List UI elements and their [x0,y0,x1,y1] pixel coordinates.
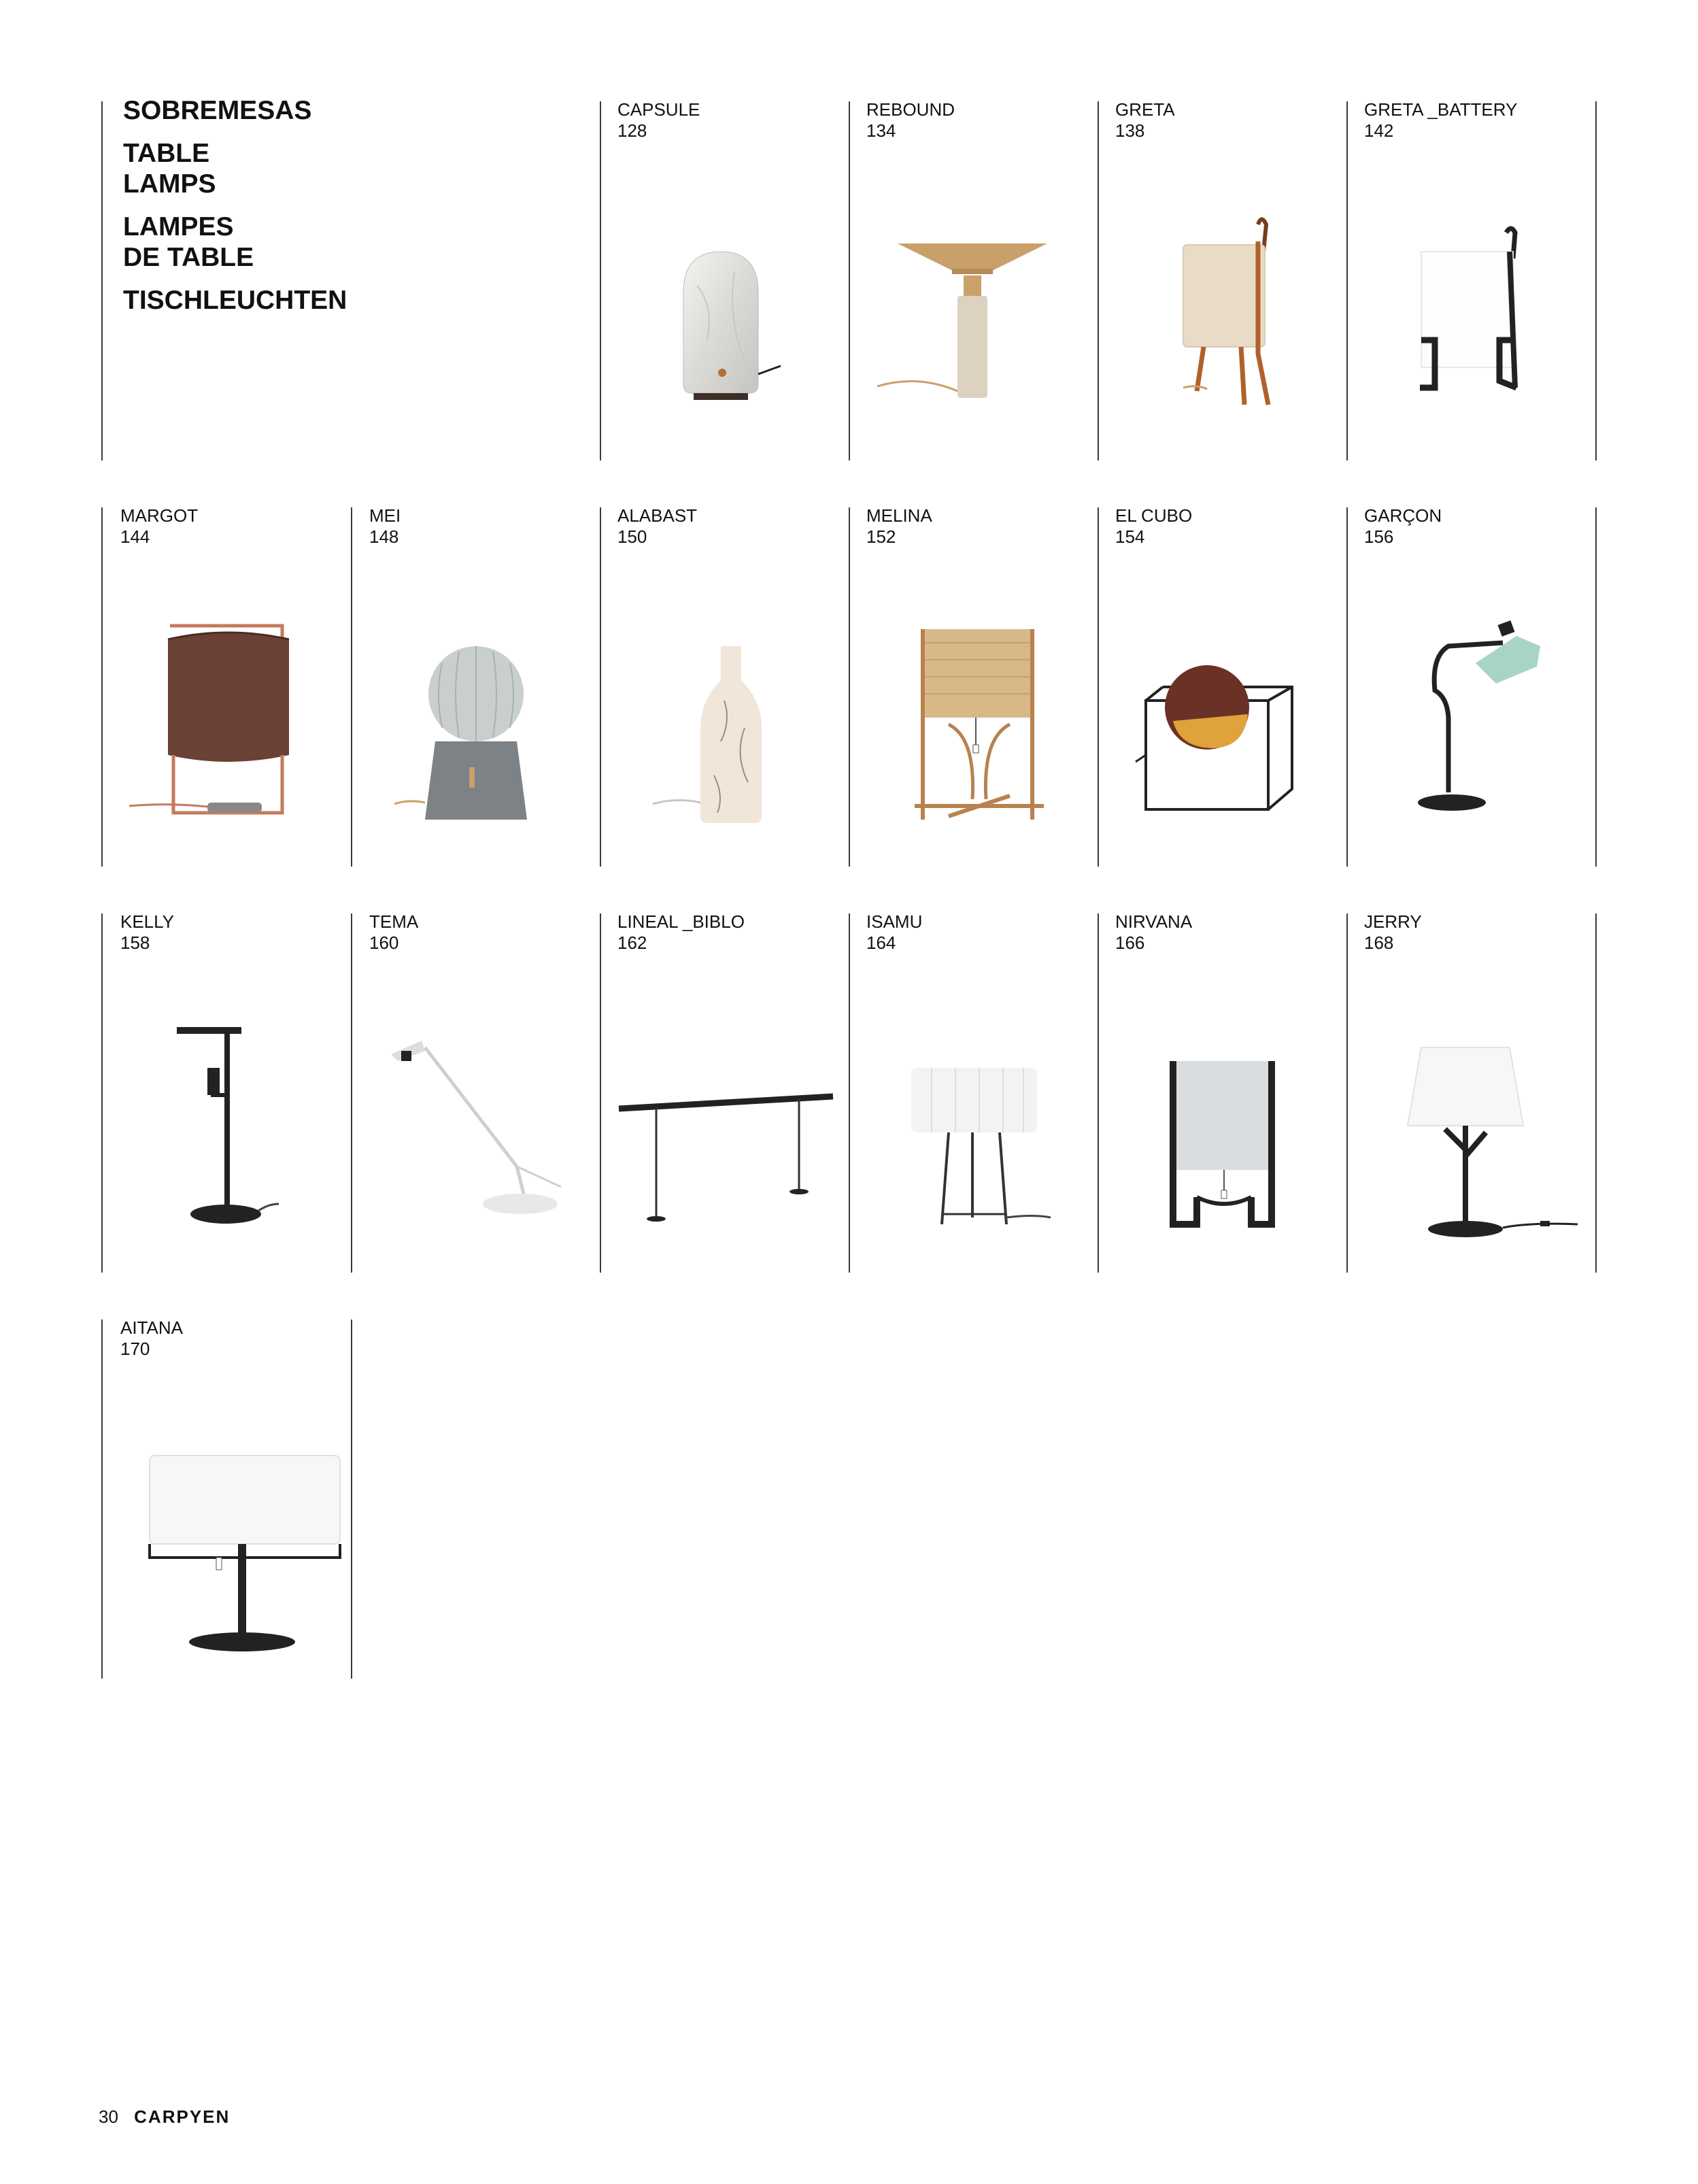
product-page: 158 [120,933,150,953]
product-name: KELLY [120,911,175,932]
product-label[interactable] [1115,911,1192,954]
product-page: 134 [866,120,896,141]
product-page: 166 [1115,933,1145,953]
product-name: JERRY [1364,911,1422,932]
divider-line [1595,101,1597,460]
product-label[interactable] [617,99,700,141]
product-name: REBOUND [866,99,955,120]
page-footer [99,2106,230,2128]
product-label[interactable] [1364,99,1517,141]
greta-battery-lamp-icon [1401,224,1537,401]
product-name: GRETA _BATTERY [1364,99,1518,120]
divider-line [101,1320,103,1679]
aitana-lamp-icon [143,1449,347,1653]
product-name: GRETA [1115,99,1175,120]
heading-line: TABLE LAMPS [123,139,216,199]
divider-line [1098,101,1099,460]
melina-lamp-icon [908,622,1057,826]
capsule-lamp-icon [666,245,789,408]
el-cubo-lamp-icon [1132,653,1316,816]
divider-line [1346,507,1348,867]
product-page: 128 [617,120,647,141]
product-name: CAPSULE [617,99,700,120]
product-page: 150 [617,526,647,547]
divider-line [1346,913,1348,1273]
product-label[interactable] [120,1317,183,1360]
heading-line: LAMPES DE TABLE [123,212,254,272]
product-page: 168 [1364,933,1394,953]
product-page: 148 [369,526,399,547]
product-page: 156 [1364,526,1394,547]
product-page: 162 [617,933,647,953]
product-label[interactable] [1115,505,1192,548]
page-number: 30 [99,2106,118,2127]
product-page: 152 [866,526,896,547]
product-label[interactable] [866,505,932,548]
product-name: TEMA [369,911,419,932]
divider-line [849,101,850,460]
divider-line [351,913,352,1273]
divider-line [1595,507,1597,867]
garcon-lamp-icon [1401,616,1550,820]
product-name: MELINA [866,505,932,526]
product-label[interactable] [1115,99,1175,141]
divider-line [849,913,850,1273]
product-label[interactable] [617,911,745,954]
product-name: EL CUBO [1115,505,1193,526]
product-name: ALABAST [617,505,698,526]
product-name: NIRVANA [1115,911,1193,932]
divider-line [351,1320,352,1679]
product-page: 164 [866,933,896,953]
product-name: MEI [369,505,401,526]
kelly-lamp-icon [170,1020,292,1238]
divider-line [101,913,103,1273]
divider-line [101,507,103,867]
divider-line [1098,507,1099,867]
product-label[interactable] [369,911,418,954]
nirvana-lamp-icon [1156,1051,1292,1241]
greta-lamp-icon [1156,211,1292,415]
lineal-biblo-lamp-icon [615,1088,840,1224]
product-page: 144 [120,526,150,547]
divider-line [600,507,601,867]
divider-line [101,101,103,460]
product-name: AITANA [120,1317,183,1338]
product-page: 138 [1115,120,1145,141]
product-label[interactable] [617,505,697,548]
heading-line: TISCHLEUCHTEN [123,286,347,315]
product-page: 170 [120,1339,150,1359]
product-page: 160 [369,933,399,953]
divider-line [351,507,352,867]
section-heading [123,95,347,328]
product-label[interactable] [120,505,198,548]
divider-line [600,913,601,1273]
alabast-lamp-icon [649,639,772,830]
margot-lamp-icon [126,619,316,823]
heading-line: SOBREMESAS [123,96,312,125]
product-label[interactable] [369,505,401,548]
divider-line [1595,913,1597,1273]
mei-lamp-icon [394,646,544,830]
product-label[interactable] [1364,911,1422,954]
product-label[interactable] [120,911,174,954]
product-name: MARGOT [120,505,199,526]
divider-line [849,507,850,867]
product-label[interactable] [866,99,955,141]
isamu-lamp-icon [904,1061,1061,1238]
product-page: 142 [1364,120,1394,141]
product-page: 154 [1115,526,1145,547]
product-name: ISAMU [866,911,923,932]
tema-lamp-icon [384,1030,575,1221]
divider-line [1346,101,1348,460]
divider-line [1098,913,1099,1273]
product-label[interactable] [866,911,922,954]
product-name: GARÇON [1364,505,1442,526]
brand-name: CARPYEN [134,2106,231,2127]
jerry-lamp-icon [1394,1037,1584,1241]
product-name: LINEAL _BIBLO [617,911,745,932]
product-label[interactable] [1364,505,1442,548]
rebound-lamp-icon [870,238,1074,408]
divider-line [600,101,601,460]
